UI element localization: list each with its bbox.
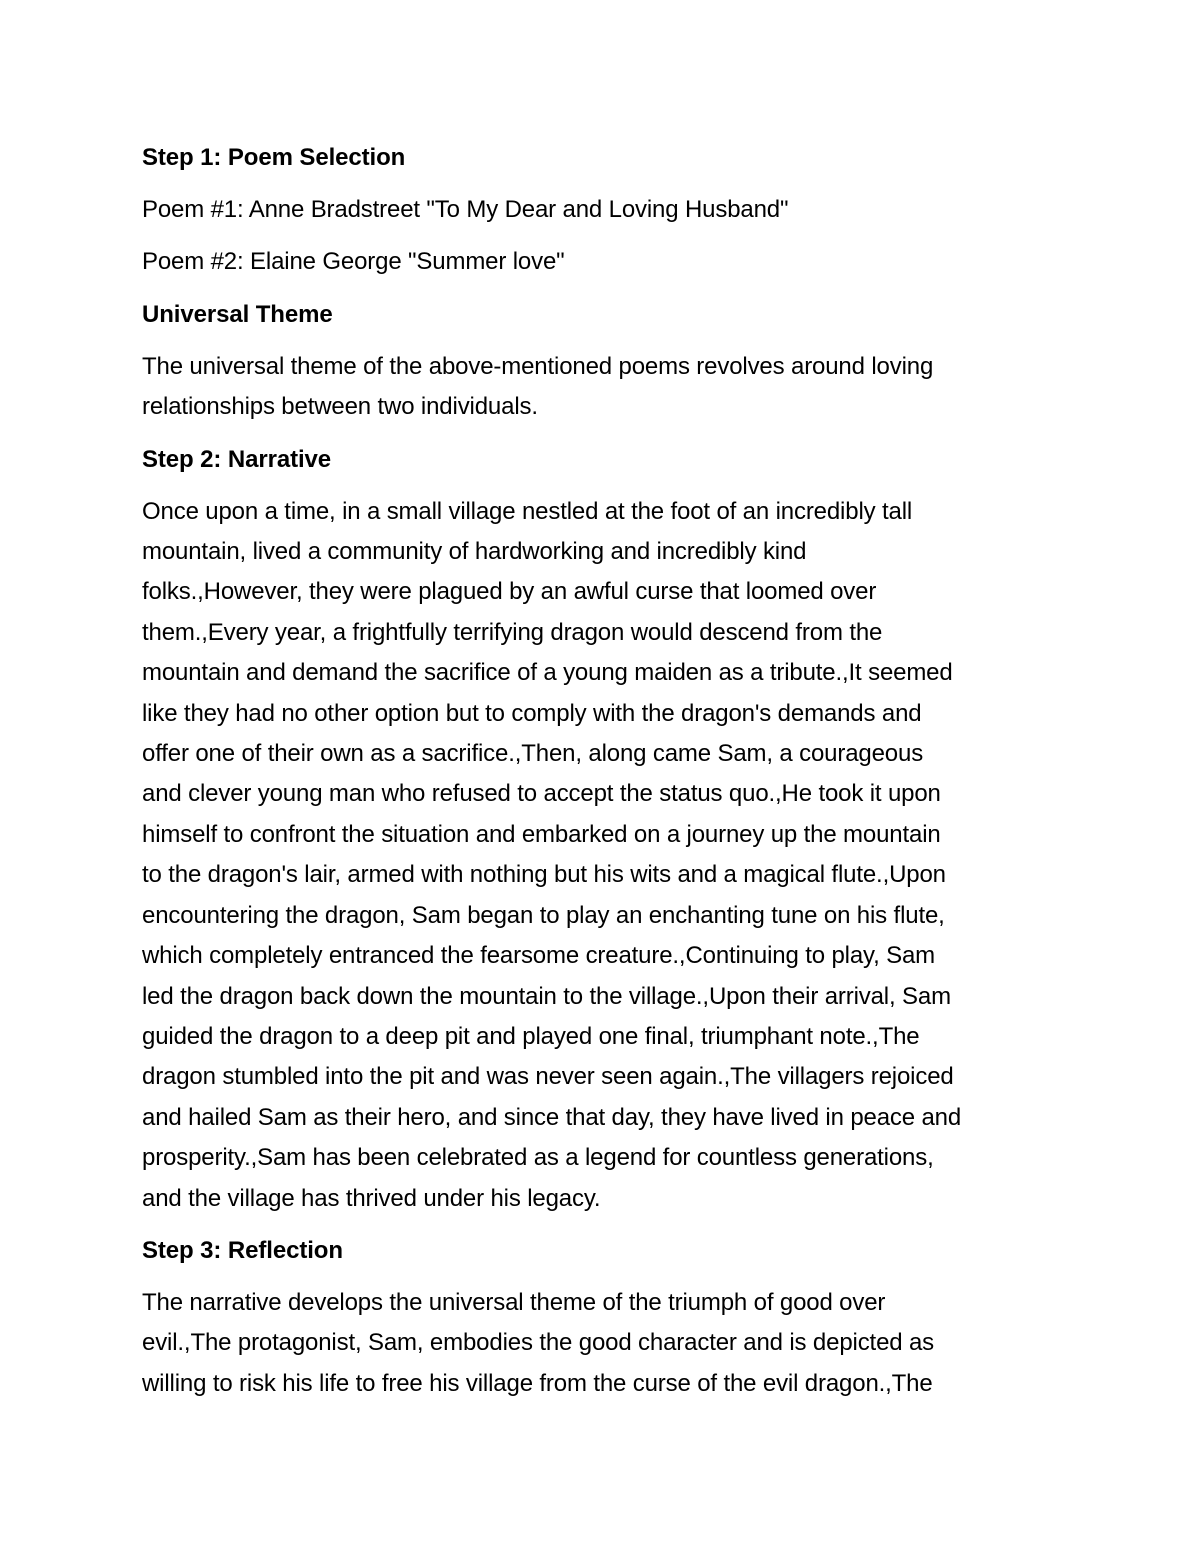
narrative-line: and clever young man who refused to accept the status quo.,He took it upon <box>142 780 941 808</box>
narrative-line: Once upon a time, in a small village nestled at the foot of an incredibly tall <box>142 497 913 525</box>
narrative-line: and the village has thrived under his legacy. <box>142 1184 601 1212</box>
reflection-paragraph <box>142 1283 1067 1404</box>
narrative-line: folks.,However, they were plagued by an awful curse that loomed over <box>142 578 877 606</box>
narrative-line: to the dragon's lair, armed with nothing but his wits and a magical flute.,Upon <box>142 861 946 889</box>
narrative-line: dragon stumbled into the pit and was never seen again.,The villagers rejoiced <box>142 1063 954 1091</box>
step3-heading: Step 3: Reflection <box>142 1236 343 1264</box>
narrative-line: which completely entranced the fearsome creature.,Continuing to play, Sam <box>142 942 936 970</box>
poem2-line: Poem #2: Elaine George "Summer love" <box>142 248 565 276</box>
narrative-line: encountering the dragon, Sam began to play an enchanting tune on his flute, <box>142 901 945 929</box>
theme-line: relationships between two individuals. <box>142 393 538 421</box>
reflection-line: The narrative develops the universal theme of the triumph of good over <box>142 1288 886 1316</box>
document-content <box>142 138 1067 1416</box>
theme-heading: Universal Theme <box>142 300 333 328</box>
theme-line: The universal theme of the above-mentioned poems revolves around loving <box>142 352 934 380</box>
narrative-line: mountain, lived a community of hardworking and incredibly kind <box>142 538 807 566</box>
reflection-line: evil.,The protagonist, Sam, embodies the good character and is depicted as <box>142 1329 935 1357</box>
theme-paragraph <box>142 347 1067 428</box>
narrative-line: them.,Every year, a frightfully terrifying dragon would descend from the <box>142 618 883 646</box>
narrative-line: prosperity.,Sam has been celebrated as a legend for countless generations, <box>142 1144 934 1172</box>
narrative-line: offer one of their own as a sacrifice.,Then, along came Sam, a courageous <box>142 740 924 768</box>
reflection-line: willing to risk his life to free his village from the curse of the evil dragon.,The <box>142 1369 933 1397</box>
narrative-line: guided the dragon to a deep pit and played one final, triumphant note.,The <box>142 1022 920 1050</box>
step1-heading: Step 1: Poem Selection <box>142 144 406 171</box>
narrative-line: led the dragon back down the mountain to the village.,Upon their arrival, Sam <box>142 982 951 1010</box>
narrative-paragraph <box>142 492 1067 1219</box>
step2-heading: Step 2: Narrative <box>142 445 332 473</box>
narrative-line: like they had no other option but to comply with the dragon's demands and <box>142 699 922 727</box>
narrative-line: and hailed Sam as their hero, and since that day, they have lived in peace and <box>142 1103 962 1131</box>
narrative-line: himself to confront the situation and embarked on a journey up the mountain <box>142 820 941 848</box>
poem1-line: Poem #1: Anne Bradstreet "To My Dear and Loving Husband" <box>142 196 789 223</box>
narrative-line: mountain and demand the sacrifice of a young maiden as a tribute.,It seemed <box>142 659 953 687</box>
